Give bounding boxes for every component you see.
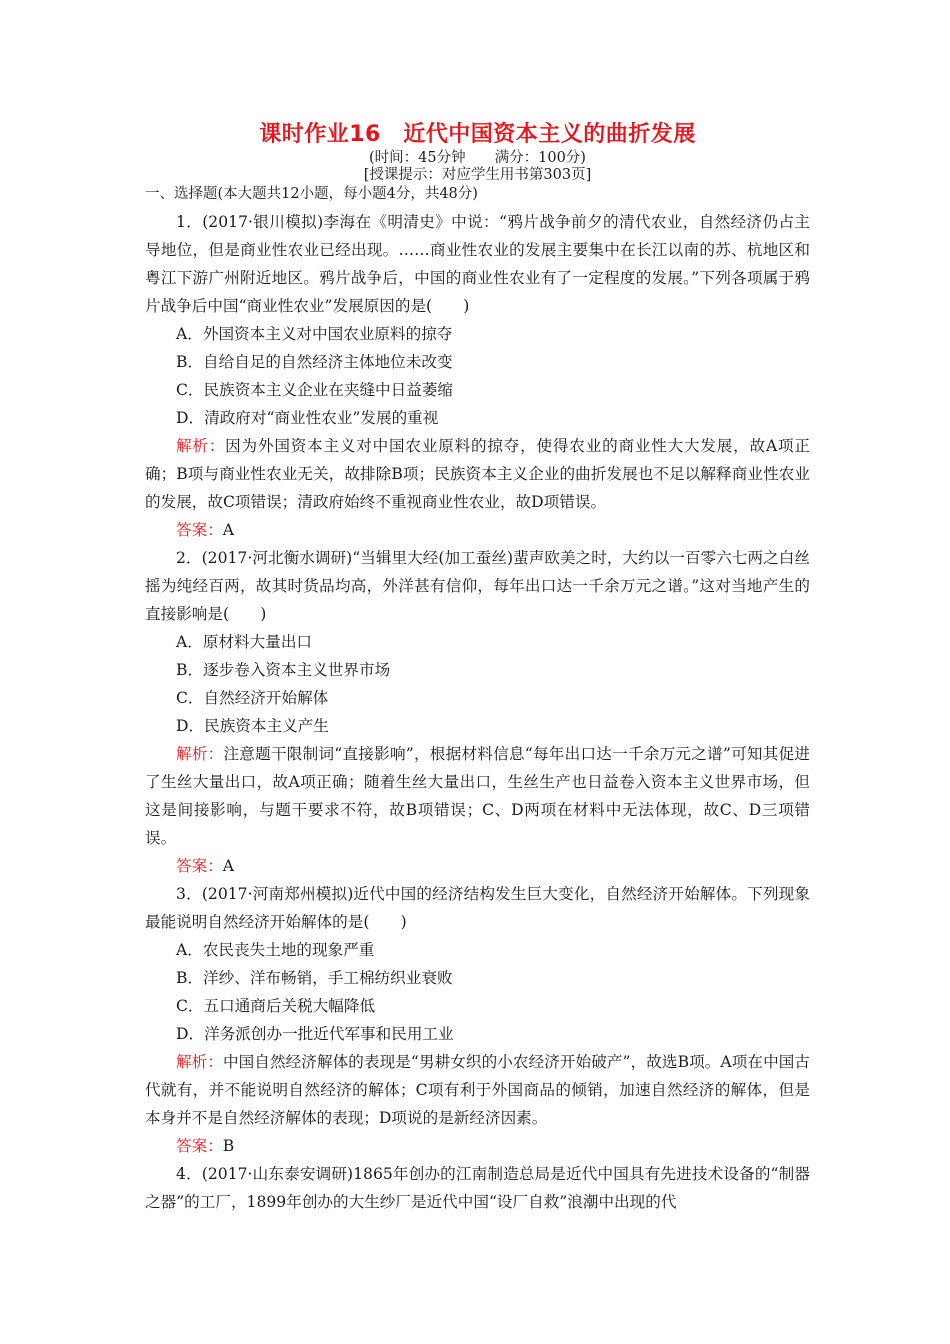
question-3-option-b: B．洋纱、洋布畅销，手工棉纺织业衰败	[176, 969, 453, 987]
document-page	[145, 120, 810, 1216]
question-1-option-b: B．自给自足的自然经济主体地位未改变	[176, 353, 453, 371]
question-3-option-a: A．农民丧失土地的现象严重	[176, 941, 375, 959]
analysis-text: 因为外国资本主义对中国农业原料的掠夺，使得农业的商业性大大发展，故A项正确；B项与商业性农业无关，故排除B项；民族资本主义企业的曲折发展也不足以解释商业性农业的发展，故C项错误；清政府始终不重视商业性农业，故D项错误。	[145, 437, 810, 511]
analysis-label: 解析：	[176, 437, 226, 455]
question-1-option-a: A．外国资本主义对中国农业原料的掠夺	[176, 325, 453, 343]
time-score-line: (时间：45分钟 满分：100分)	[369, 150, 586, 166]
question-3-analysis	[145, 1048, 810, 1132]
question-4-stem: 4．(2017·山东泰安调研)1865年创办的江南制造总局是近代中国具有先进技术设备的“制器之器”的工厂，1899年创办的大生纱厂是近代中国“设厂自救”浪潮中出现的代	[145, 1165, 810, 1211]
question-2-analysis	[145, 740, 810, 852]
analysis-text: 中国自然经济解体的表现是“男耕女织的小农经济开始破产”，故选B项。A项在中国古代就有，并不能说明自然经济的解体；C项有利于外国商品的倾销，加速自然经济的解体，但是本身并不是自然经济解体的表现；D项说的是新经济因素。	[145, 1053, 810, 1127]
question-2-option-a: A．原材料大量出口	[176, 633, 313, 651]
analysis-text: 注意题干限制词“直接影响”，根据材料信息“每年出口达一千余万元之谱”可知其促进了生丝大量出口，故A项正确；随着生丝大量出口，生丝生产也日益卷入资本主义世界市场，但这是间接影响，与题干要求不符，故B项错误；C、D两项在材料中无法体现，故C、D三项错误。	[145, 745, 810, 847]
page-title: 课时作业16 近代中国资本主义的曲折发展	[259, 122, 696, 147]
answer-label: 答案：	[176, 1137, 223, 1155]
answer-label: 答案：	[176, 521, 223, 539]
question-2-stem: 2．(2017·河北衡水调研)“当辑里大经(加工蚕丝)蜚声欧美之时，大约以一百零六七两之白丝摇为纯经百两，故其时货品均高，外洋甚有信仰，每年出口达一千余万元之谱。”这对当地产生的直接影响是( )	[145, 549, 810, 623]
question-1-option-d: D．清政府对“商业性农业”发展的重视	[176, 409, 439, 427]
answer-value: A	[222, 521, 235, 539]
question-1-option-c: C．民族资本主义企业在夹缝中日益萎缩	[176, 381, 454, 399]
question-3-option-d: D．洋务派创办一批近代军事和民用工业	[176, 1025, 454, 1043]
question-2-option-c: C．自然经济开始解体	[176, 689, 329, 707]
question-2-answer	[145, 852, 810, 880]
question-1-stem: 1．(2017·银川模拟)李海在《明清史》中说：“鸦片战争前夕的清代农业，自然经济仍占主导地位，但是商业性农业已经出现。……商业性农业的发展主要集中在长江以南的苏、杭地区和粤江下游广州附近地区。鸦片战争后，中国的商业性农业有了一定程度的发展。”下列各项属于鸦片战争后中国“商业性农业”发展原因的是( )	[145, 213, 810, 315]
answer-value: B	[222, 1137, 235, 1155]
question-1-answer	[145, 516, 810, 544]
question-1-analysis	[145, 432, 810, 516]
analysis-label: 解析：	[176, 745, 224, 763]
answer-value: A	[222, 857, 235, 875]
section-heading: 一、选择题(本大题共12小题，每小题4分，共48分)	[145, 186, 478, 202]
textbook-hint: [授课提示：对应学生用书第303页]	[363, 167, 592, 183]
question-3-stem: 3．(2017·河南郑州模拟)近代中国的经济结构发生巨大变化，自然经济开始解体。下列现象最能说明自然经济开始解体的是( )	[145, 885, 810, 931]
analysis-label: 解析：	[176, 1053, 223, 1071]
question-2-option-d: D．民族资本主义产生	[176, 717, 329, 735]
question-3-option-c: C．五口通商后关税大幅降低	[176, 997, 376, 1015]
answer-label: 答案：	[176, 857, 223, 875]
question-2-option-b: B．逐步卷入资本主义世界市场	[176, 661, 391, 679]
question-3-answer	[145, 1132, 810, 1160]
